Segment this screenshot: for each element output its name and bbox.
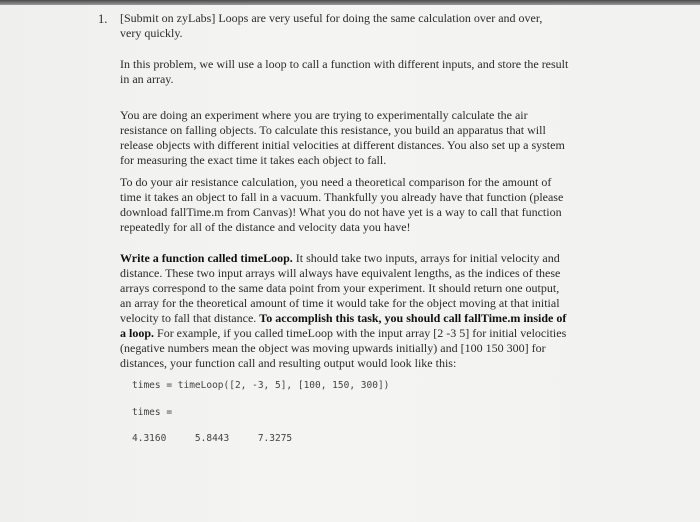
task-instruction-bold: To accomplish this task, you should call fallTime.m inside of a loop. [120,311,567,340]
experiment-paragraph: You are doing an experiment where you are trying to experimentally calculate the air resistance on falling objects. To calculate this resistance, you build an apparatus that will release objects with different initial velocities at different distances. You also set up a system for measuring the exact time it takes each object to fall. [120,108,565,167]
code-output-label: times = [132,407,173,418]
code-output-values: 4.3160 5.8443 7.3275 [132,433,293,444]
intro-paragraph: [Submit on zyLabs] Loops are very useful for doing the same calculation over and over, very quickly. [120,11,543,40]
code-function-call: times = timeLoop([2, -3, 5], [100, 150, 300]) [132,380,390,391]
vacuum-comparison-paragraph: To do your air resistance calculation, you need a theoretical comparison for the amount of time it takes an object to fall in a vacuum. Thankfully you already have that function (please download fallTime.m from Canvas)! What you do not have yet is a way to call that function repeatedly for all of the distance and velocity data you have! [120,175,564,234]
task-text-part1: It should take two inputs, arrays for initial velocity and distance. These two input arrays will always have equivalent lengths, as the indices of these arrays correspond to the same data point from your experiment. It should return one output, an array for the theoretical amount of time it would take for the object moving at that initial velocity to fall that distance. [120,251,561,325]
task-heading-bold: Write a function called timeLoop. [120,251,293,265]
question-number: 1. [98,12,108,26]
task-paragraph [120,251,570,371]
task-text-part2: For example, if you called timeLoop with the input array [2 -3 5] for initial velocities (negative numbers mean the object was moving upwards initially) and [100 150 300] for distances, your function call and resulting output would look like this: [120,326,567,370]
problem-description-paragraph: In this problem, we will use a loop to call a function with different inputs, and store the result in an array. [120,57,569,86]
question-page [0,5,700,522]
